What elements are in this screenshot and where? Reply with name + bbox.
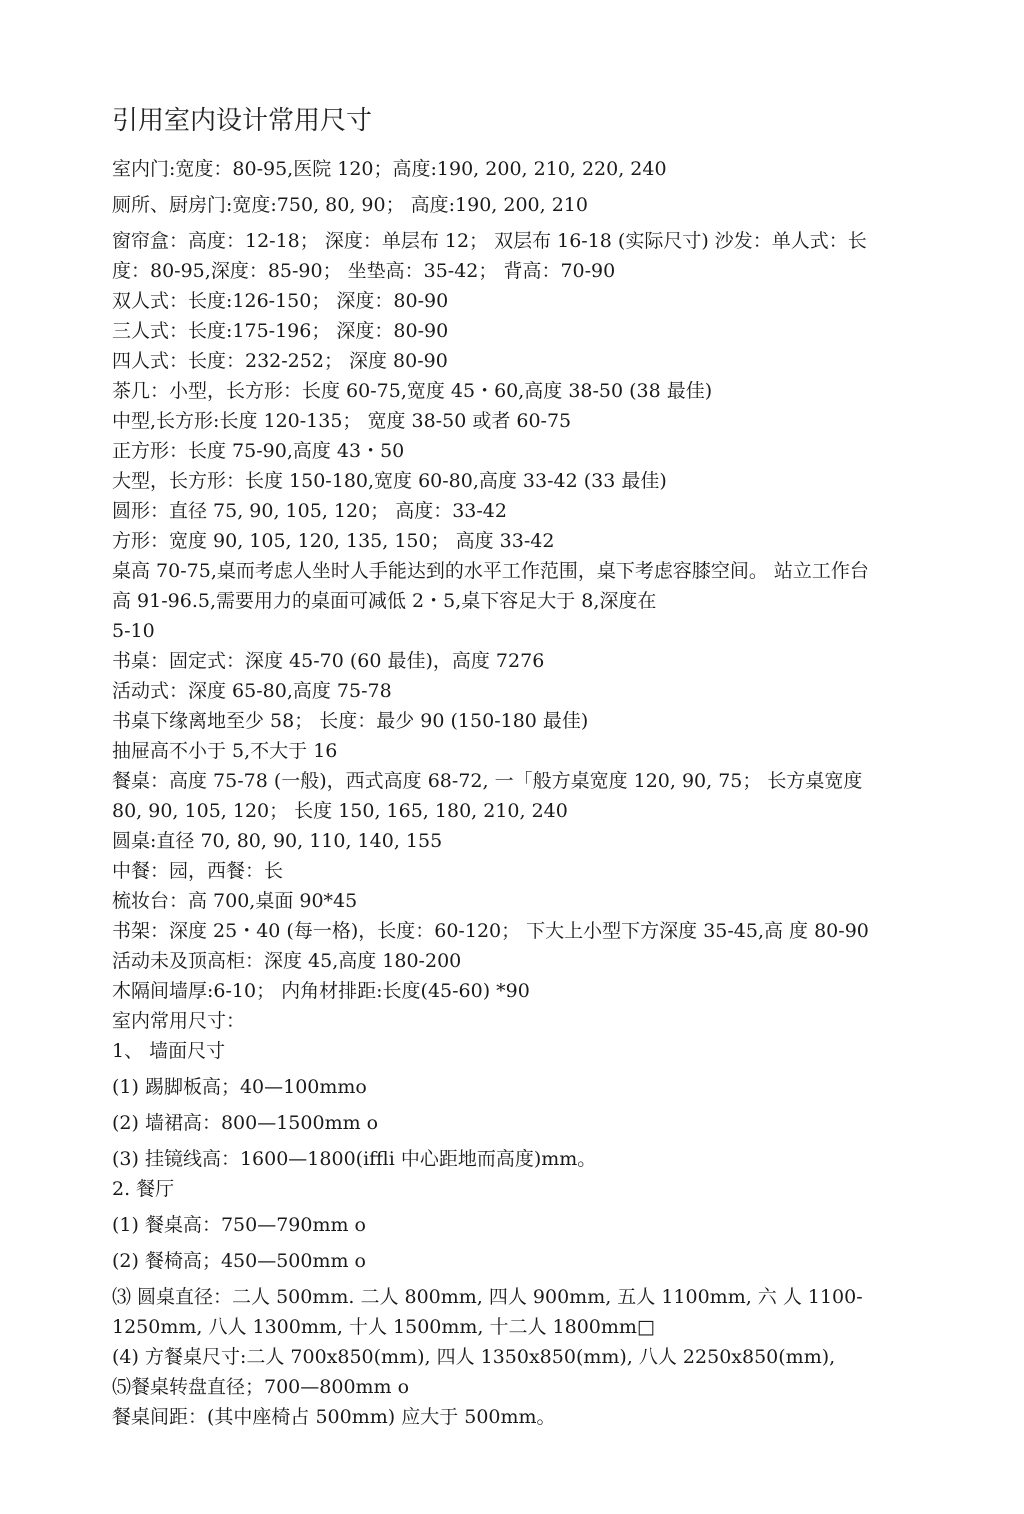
text-line: 书桌下缘离地至少 58； 长度：最少 90 (150-180 最佳) — [112, 710, 589, 732]
text-line: ⑸餐桌转盘直径；700—800mm o — [112, 1376, 410, 1398]
text-line: 中型,长方形:长度 120-135； 宽度 38-50 或者 60-75 — [112, 410, 572, 432]
text-line: 书桌：固定式：深度 45-70 (60 最佳)，高度 7276 — [112, 650, 545, 672]
text-line: 高 91-96.5,需要用力的桌面可减低 2・5,桌下容足大于 8,深度在 — [112, 590, 657, 612]
text-line: 方形：宽度 90, 105, 120, 135, 150； 高度 33-42 — [112, 530, 555, 552]
text-line: 中餐：园，西餐：长 — [112, 860, 284, 882]
text-line: 正方形：长度 75-90,高度 43・50 — [112, 440, 405, 462]
text-line: (1) 餐桌高：750—790mm o — [112, 1214, 366, 1236]
text-line: 80, 90, 105, 120； 长度 150, 165, 180, 210, 240 — [112, 800, 568, 822]
text-line: 梳妆台：高 700,桌面 90*45 — [112, 890, 358, 912]
text-line: 茶几：小型，长方形：长度 60-75,宽度 45・60,高度 38-50 (38 最佳) — [112, 380, 713, 402]
text-line: 四人式：长度：232-252； 深度 80-90 — [112, 350, 448, 372]
document-body — [112, 154, 912, 1432]
text-line: (4) 方餐桌尺寸:二人 700x850(mm), 四人 1350x850(mm), 八人 2250x850(mm), — [112, 1346, 836, 1368]
text-line: 2. 餐厅 — [112, 1178, 175, 1200]
text-line: 书架：深度 25・40 (每一格)，长度：60-120； 下大上小型下方深度 35-45,高 度 80-90 — [112, 920, 869, 942]
text-line: 大型，长方形：长度 150-180,宽度 60-80,高度 33-42 (33 最佳) — [112, 470, 667, 492]
text-line: (2) 墙裙高：800—1500mm o — [112, 1112, 379, 1134]
text-line: 5-10 — [112, 620, 155, 642]
text-line: 圆桌:直径 70, 80, 90, 110, 140, 155 — [112, 830, 443, 852]
text-line: 桌高 70-75,桌而考虑人坐时人手能达到的水平工作范围，桌下考虑容膝空间。 站立工作台 — [112, 560, 869, 582]
text-line: (3) 挂镜线高：1600—1800(iffli 中心距地而高度)mm。 — [112, 1148, 597, 1170]
text-line: 圆形：直径 75, 90, 105, 120； 高度：33-42 — [112, 500, 507, 522]
text-line: (2) 餐椅高；450—500mm o — [112, 1250, 366, 1272]
text-line: 1250mm, 八人 1300mm, 十人 1500mm, 十二人 1800mm□ — [112, 1316, 655, 1338]
text-line: 室内常用尺寸： — [112, 1010, 246, 1032]
text-line: 室内门:宽度：80-95,医院 120；高度:190, 200, 210, 220, 240 — [112, 158, 667, 180]
text-line: (1) 踢脚板高；40—100mmo — [112, 1076, 367, 1098]
text-line: 木隔间墙厚:6-10； 内角材排距:长度(45-60) *90 — [112, 980, 530, 1002]
text-line: 餐桌间距：(其中座椅占 500mm) 应大于 500mm。 — [112, 1406, 556, 1428]
text-line: 1、 墙面尺寸 — [112, 1040, 226, 1062]
document-title: 引用室内设计常用尺寸 — [112, 106, 373, 136]
text-line: 双人式：长度:126-150； 深度：80-90 — [112, 290, 449, 312]
text-line: 厕所、厨房门:宽度:750, 80, 90； 高度:190, 200, 210 — [112, 194, 588, 216]
text-line: ⑶ 圆桌直径：二人 500mm. 二人 800mm, 四人 900mm, 五人 1100mm, 六 人 1100- — [112, 1286, 863, 1308]
text-line: 活动未及顶高柜：深度 45,高度 180-200 — [112, 950, 462, 972]
text-line: 窗帘盒：高度：12-18； 深度：单层布 12； 双层布 16-18 (实际尺寸) 沙发：单人式：长 — [112, 230, 867, 252]
text-line: 度：80-95,深度：85-90； 坐垫高：35-42； 背高：70-90 — [112, 260, 616, 282]
text-line: 餐桌：高度 75-78 (一般)，西式高度 68-72, 一「般方桌宽度 120, 90, 75； 长方桌宽度 — [112, 770, 863, 792]
text-line: 活动式：深度 65-80,高度 75-78 — [112, 680, 392, 702]
text-line: 抽屉高不小于 5,不大于 16 — [112, 740, 338, 762]
text-line: 三人式：长度:175-196； 深度：80-90 — [112, 320, 449, 342]
